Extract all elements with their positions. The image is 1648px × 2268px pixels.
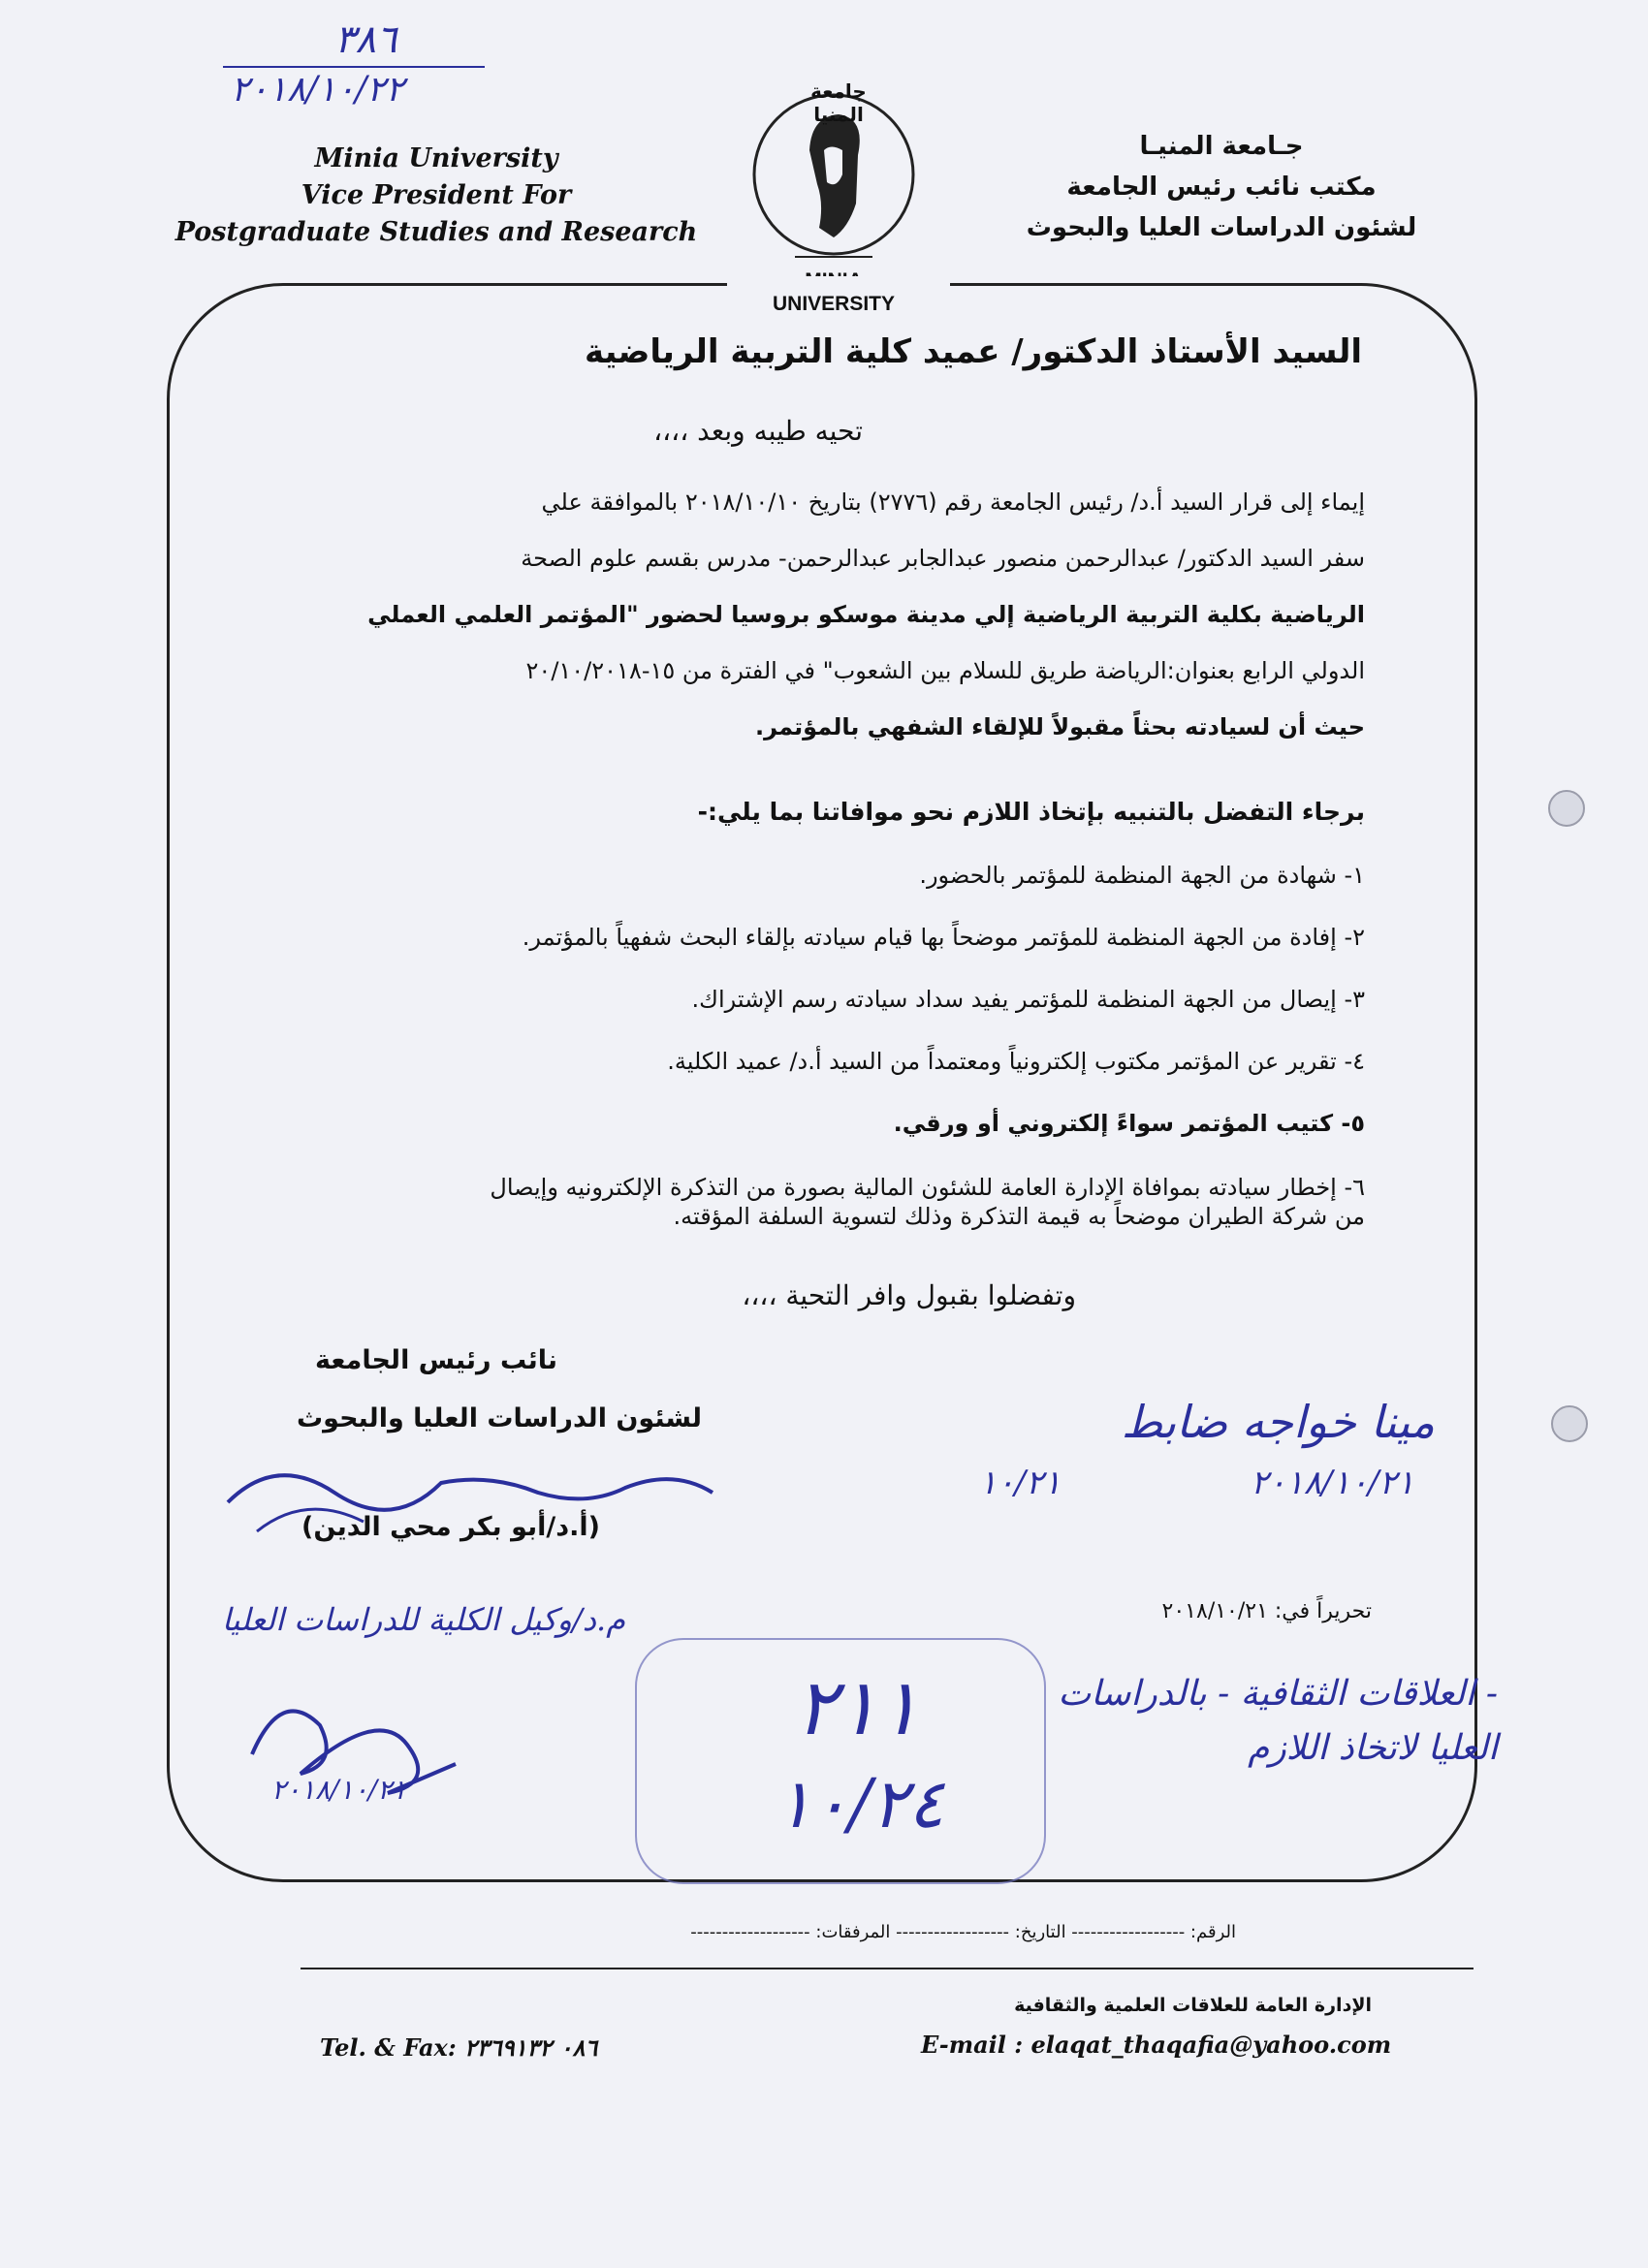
list-item: ٤- تقرير عن المؤتمر مكتوب إلكترونياً ومعتمداً من السيد أ.د/ عميد الكلية. bbox=[667, 1048, 1365, 1075]
paragraph-line: الدولي الرابع بعنوان:الرياضة طريق للسلام بين الشعوب" في الفترة من ١٥-٢٠/١٠/٢٠١٨ bbox=[525, 657, 1365, 684]
university-logo bbox=[742, 58, 926, 315]
paragraph-line: سفر السيد الدكتور/ عبدالرحمن منصور عبدالجابر عبدالرحمن- مدرس بقسم علوم الصحة bbox=[521, 545, 1365, 572]
handwritten-underline bbox=[223, 66, 485, 68]
footer-email: E-mail : elaqat_thaqafia@yahoo.com bbox=[921, 2031, 1392, 2059]
logo-arc-text: جامعة المنيا bbox=[810, 79, 867, 126]
handwritten-note-center: مينا خواجه ضابط bbox=[1121, 1396, 1435, 1448]
logo-banner: UNIVERSITY bbox=[772, 293, 896, 315]
english-header-line-2: Vice President For bbox=[301, 180, 572, 210]
list-item: ١- شهادة من الجهة المنظمة للمؤتمر بالحضور. bbox=[919, 862, 1365, 889]
closing: وتفضلوا بقبول وافر التحية ،،،، bbox=[742, 1279, 1076, 1311]
handwritten-note-center-date-2: ٢٠١٨/١٠/٢١ bbox=[1251, 1464, 1415, 1502]
signatory-title-2: لشئون الدراسات العليا والبحوث bbox=[297, 1403, 702, 1433]
english-header-line-3: Postgraduate Studies and Research bbox=[174, 217, 698, 247]
handwritten-note-right: - العلاقات الثقافية - بالدراسات العليا لاتخاذ اللازم bbox=[1058, 1674, 1498, 1768]
footer-fields: الرقم: ------------------ التاريخ: ------------------ المرفقات: ------------------- bbox=[690, 1922, 1236, 1942]
footer-divider bbox=[301, 1968, 1474, 1969]
signatory-name: (أ.د/أبو بكر محي الدين) bbox=[301, 1512, 600, 1542]
handwritten-note-left: م.د/وكيل الكلية للدراسات العليا bbox=[221, 1601, 625, 1638]
footer-phone: Tel. & Fax: ٠٨٦ ٢٣٦٩١٣٢ bbox=[320, 2033, 598, 2062]
handwritten-reference-number: ٣٨٦ bbox=[334, 17, 397, 62]
list-item: ٥- كتيب المؤتمر سواءً إلكتروني أو ورقي. bbox=[893, 1110, 1365, 1137]
arabic-header-line-3: لشئون الدراسات العليا والبحوث bbox=[1026, 213, 1417, 242]
handwritten-note-center-date-1: ١٠/٢١ bbox=[979, 1464, 1062, 1502]
greeting: تحيه طيبه وبعد ،،،، bbox=[653, 415, 863, 447]
english-header bbox=[136, 141, 737, 251]
punch-hole bbox=[1548, 790, 1585, 827]
arabic-header bbox=[1008, 126, 1435, 248]
paragraph-line: الرياضية بكلية التربية الرياضية إلي مدينة موسكو بروسيا لحضور "المؤتمر العلمي العملي bbox=[367, 601, 1365, 628]
paragraph-line: حيث أن لسيادته بحثاً مقبولاً للإلقاء الشفهي بالمؤتمر. bbox=[755, 713, 1365, 740]
english-header-line-1: Minia University bbox=[314, 143, 558, 173]
signature-mark-icon bbox=[218, 1434, 722, 1551]
punch-hole bbox=[1551, 1405, 1588, 1442]
handwritten-note-left-date: ٢٠١٨/١٠/٢١ bbox=[271, 1774, 407, 1806]
list-item: ٣- إيصال من الجهة المنظمة للمؤتمر يفيد سداد سيادته رسم الإشتراك. bbox=[691, 986, 1365, 1013]
arabic-header-line-1: جـامعة المنيـا bbox=[1139, 132, 1304, 161]
arabic-header-line-2: مكتب نائب رئيس الجامعة bbox=[1066, 173, 1377, 202]
paragraph-line: إيماء إلى قرار السيد أ.د/ رئيس الجامعة رقم (٢٧٧٦) بتاريخ ٢٠١٨/١٠/١٠ بالموافقة علي bbox=[541, 488, 1365, 516]
issue-date: تحريراً في: ٢٠١٨/١٠/٢١ bbox=[1161, 1599, 1372, 1623]
requirements-list bbox=[240, 861, 1365, 1231]
list-item: من شركة الطيران موضحاً به قيمة التذكرة وذلك لتسوية السلفة المؤقته. bbox=[673, 1203, 1365, 1230]
stamp-date: ١٠/٢٤ bbox=[776, 1764, 944, 1843]
signatory-title-1: نائب رئيس الجامعة bbox=[315, 1345, 557, 1375]
signature-left-icon bbox=[242, 1667, 465, 1812]
letter-paragraph bbox=[240, 488, 1365, 769]
stamp-number: ٢١١ bbox=[795, 1662, 920, 1752]
handwritten-reference-date: ٢٠١٨/١٠/٢٢ bbox=[231, 70, 404, 110]
addressee: السيد الأستاذ الدكتور/ عميد كلية التربية الرياضية bbox=[585, 332, 1362, 371]
frame-gap bbox=[727, 276, 950, 292]
request-line: برجاء التفضل بالتنبيه بإتخاذ اللازم نحو موافاتنا بما يلي:- bbox=[697, 798, 1365, 826]
list-item: ٢- إفادة من الجهة المنظمة للمؤتمر موضحاً بها قيام سيادته بإلقاء البحث شفهياً بالمؤتمر. bbox=[522, 924, 1365, 951]
list-item: ٦- إخطار سيادته بموافاة الإدارة العامة للشئون المالية بصورة من التذكرة الإلكترونيه وإيصال bbox=[490, 1174, 1365, 1201]
footer-department: الإدارة العامة للعلاقات العلمية والثقافية bbox=[1014, 1995, 1372, 2016]
